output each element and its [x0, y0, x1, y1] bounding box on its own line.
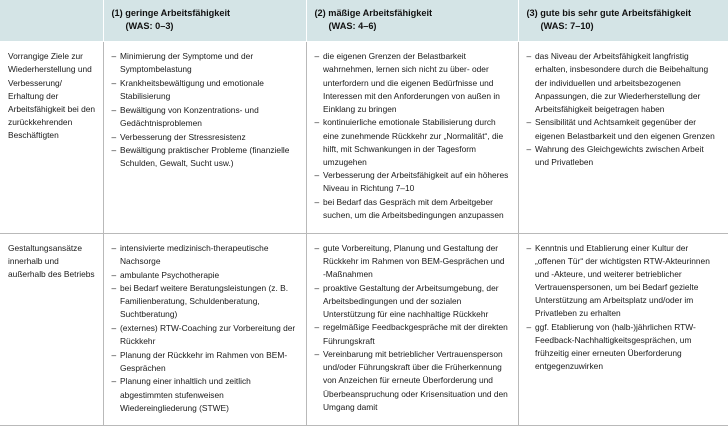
bullet-item: – ggf. Etablierung von (halb-)jährlichen RTW-Feedback-Nachhaltigkeitsgesprächen, um frühzeitig einer erneuten Überforderung entgegenzuwirken: [527, 321, 720, 373]
bullet-list: [112, 50, 297, 170]
bullet-list: [315, 50, 509, 222]
bullet-item: – Minimierung der Symptome und der Symptombelastung: [112, 50, 297, 76]
column-header-1-title: (1) geringe Arbeitsfähigkeit: [111, 8, 231, 18]
column-header-1: [103, 0, 306, 42]
bullet-item: – bei Bedarf das Gespräch mit dem Arbeitgeber suchen, um die Arbeitsbedingungen anzupassen: [315, 196, 509, 222]
bullet-item: – proaktive Gestaltung der Arbeitsumgebung, der Arbeitsbedingungen und der sozialen Unterstützung für eine nachhaltige Rückkehr: [315, 282, 509, 321]
row-label-goals-text: Vorrangige Ziele zur Wiederherstellung und Verbesserung/ Erhaltung der Arbeitsfähigkeit bei den zurückkehrenden Beschäftigten: [8, 51, 96, 141]
cell-goals-low: [103, 42, 306, 233]
cell-measures-moderate: [306, 233, 518, 425]
cell-measures-good: [518, 233, 728, 425]
bullet-item: – Bewältigung von Konzentrations- und Gedächtnisproblemen: [112, 104, 297, 130]
bullet-item: – regelmäßige Feedbackgespräche mit der direkten Führungskraft: [315, 321, 509, 347]
bullet-item: – die eigenen Grenzen der Belastbarkeit wahrnehmen, lernen sich nicht zu über- oder unterfordern und die eigenen Bedürfnisse und Interessen mit den Anforderungen von außen in Einklang zu bringen: [315, 50, 509, 116]
bullet-item: – Krankheitsbewältigung und emotionale Stabilisierung: [112, 77, 297, 103]
bullet-item: – Wahrung des Gleichgewichts zwischen Arbeit und Privatleben: [527, 143, 720, 169]
column-header-2-subtitle: (WAS: 4–6): [328, 20, 377, 31]
bullet-item: – Verbesserung der Arbeitsfähigkeit auf ein höheres Niveau in Richtung 7–10: [315, 169, 509, 195]
bullet-list: [527, 242, 720, 374]
column-header-3-subtitle: (WAS: 7–10): [540, 20, 594, 31]
bullet-item: – intensivierte medizinisch-therapeutische Nachsorge: [112, 242, 297, 268]
bullet-item: – ambulante Psychotherapie: [112, 269, 297, 282]
column-header-3: [518, 0, 728, 42]
bullet-item: – (externes) RTW-Coaching zur Vorbereitung der Rückkehr: [112, 322, 297, 348]
column-header-3-title: (3) gute bis sehr gute Arbeitsfähigkeit: [526, 8, 692, 18]
column-header-2-title: (2) mäßige Arbeitsfähigkeit: [314, 8, 433, 18]
cell-goals-moderate: [306, 42, 518, 233]
bullet-item: – das Niveau der Arbeitsfähigkeit langfristig erhalten, insbesondere durch die Beibehaltung der individuellen und arbeitsbezogenen Anpassungen, die zur Wiederherstellung der Arbeitsfähigkeit beigetragen haben: [527, 50, 720, 116]
bullet-list: [112, 242, 297, 415]
bullet-item: – kontinuierliche emotionale Stabilisierung durch eine zunehmende Rückkehr zur „Normalität“, die hilft, mit Schwankungen in der Tagesform umzugehen: [315, 116, 509, 168]
table-row: [0, 233, 728, 425]
column-header-2: [306, 0, 518, 42]
bullet-item: – bei Bedarf weitere Beratungsleistungen (z. B. Familienberatung, Schuldenberatung, Suchtberatung): [112, 282, 297, 321]
row-label-goals: [0, 42, 103, 233]
row-label-measures-text: Gestaltungsansätze innerhalb und außerhalb des Betriebs: [8, 242, 95, 280]
row-label-measures: [0, 233, 103, 425]
bullet-item: – Verbesserung der Stressresistenz: [112, 131, 297, 144]
cell-measures-low: [103, 233, 306, 425]
bullet-list: [527, 50, 720, 169]
bullet-item: – Planung einer inhaltlich und zeitlich abgestimmten stufenweisen Wiedereingliederung (STWE): [112, 375, 297, 414]
bullet-item: – Bewältigung praktischer Probleme (finanzielle Schulden, Gewalt, Sucht usw.): [112, 144, 297, 170]
bullet-item: – gute Vorbereitung, Planung und Gestaltung der Rückkehr im Rahmen von BEM-Gesprächen und -Maßnahmen: [315, 242, 509, 281]
table-header: [0, 0, 728, 42]
bullet-item: – Kenntnis und Etablierung einer Kultur der „offenen Tür“ der wichtigsten RTW-Akteurinnen und -Akteure, und weiterer betrieblicher Vertrauenspersonen, um bei Bedarf gezielte Unterstützung am Arbeitsplatz und/oder im Privatleben zu erhalten: [527, 242, 720, 321]
cell-goals-good: [518, 42, 728, 233]
column-header-1-subtitle: (WAS: 0–3): [125, 20, 174, 31]
bullet-item: – Planung der Rückkehr im Rahmen von BEM-Gesprächen: [112, 349, 297, 375]
table-body: [0, 42, 728, 426]
header-row: [0, 0, 728, 42]
table-row: [0, 42, 728, 233]
bullet-item: – Vereinbarung mit betrieblicher Vertrauensperson und/oder Führungskraft über die Früherkennung von Anzeichen für erneute Überforderung und Überbeanspruchung oder Krisensituation und den Umgang damit: [315, 348, 509, 414]
bullet-item: – Sensibilität und Achtsamkeit gegenüber der eigenen Belastbarkeit und den eigenen Grenzen: [527, 116, 720, 142]
header-corner-cell: [0, 0, 103, 42]
bullet-list: [315, 242, 509, 414]
